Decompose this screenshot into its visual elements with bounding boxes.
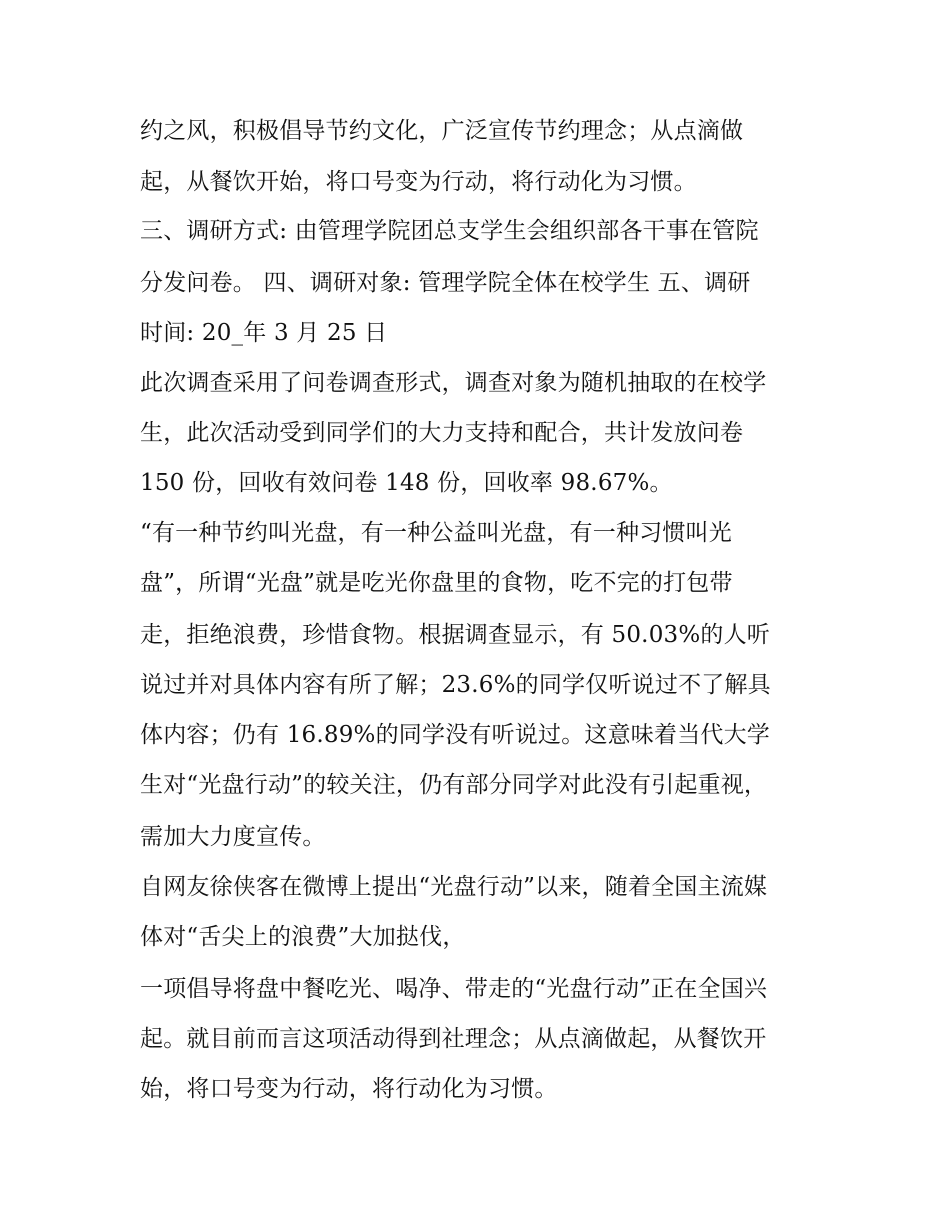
text-line: “有一种节约叫光盘，有一种公益叫光盘，有一种习惯叫光	[140, 520, 732, 546]
text-line: 生对“光盘行动”的较关注，仍有部分同学对此没有引起重视，	[140, 772, 768, 798]
text-line: 始，将口号变为行动，将行动化为习惯。	[140, 1076, 558, 1102]
text-line: 分发问卷。 四、调研对象: 管理学院全体在校学生 五、调研	[140, 270, 751, 296]
text-line: 需加大力度宣传。	[140, 824, 326, 850]
text-line: 起。就目前而言这项活动得到社理念；从点滴做起，从餐饮开	[140, 1026, 767, 1052]
text-line: 盘”，所谓“光盘”就是吃光你盘里的食物，吃不完的打包带	[140, 570, 733, 596]
text-line: 走，拒绝浪费，珍惜食物。根据调查显示，有 50.03%的人听	[140, 622, 771, 648]
text-line: 自网友徐侠客在微博上提出“光盘行动”以来，随着全国主流媒	[140, 874, 768, 900]
text-line: 体对“舌尖上的浪费”大加挞伐，	[140, 924, 466, 950]
text-line: 三、调研方式: 由管理学院团总支学生会组织部各干事在管院	[140, 218, 759, 244]
text-line: 一项倡导将盘中餐吃光、喝净、带走的“光盘行动”正在全国兴	[140, 976, 768, 1002]
text-line: 说过并对具体内容有所了解；23.6%的同学仅听说过不了解具	[140, 672, 771, 698]
text-line: 此次调查采用了问卷调查形式，调查对象为随机抽取的在校学	[140, 370, 767, 396]
text-line: 时间: 20_年 3 月 25 日	[140, 320, 388, 346]
text-line: 约之风，积极倡导节约文化，广泛宣传节约理念；从点滴做	[140, 118, 744, 144]
text-line: 生，此次活动受到同学们的大力支持和配合，共计发放问卷	[140, 420, 744, 446]
text-line: 起，从餐饮开始，将口号变为行动，将行动化为习惯。	[140, 169, 697, 195]
text-line: 体内容；仍有 16.89%的同学没有听说过。这意味着当代大学	[140, 722, 771, 748]
text-line: 150 份，回收有效问卷 148 份，回收率 98.67%。	[140, 470, 673, 496]
